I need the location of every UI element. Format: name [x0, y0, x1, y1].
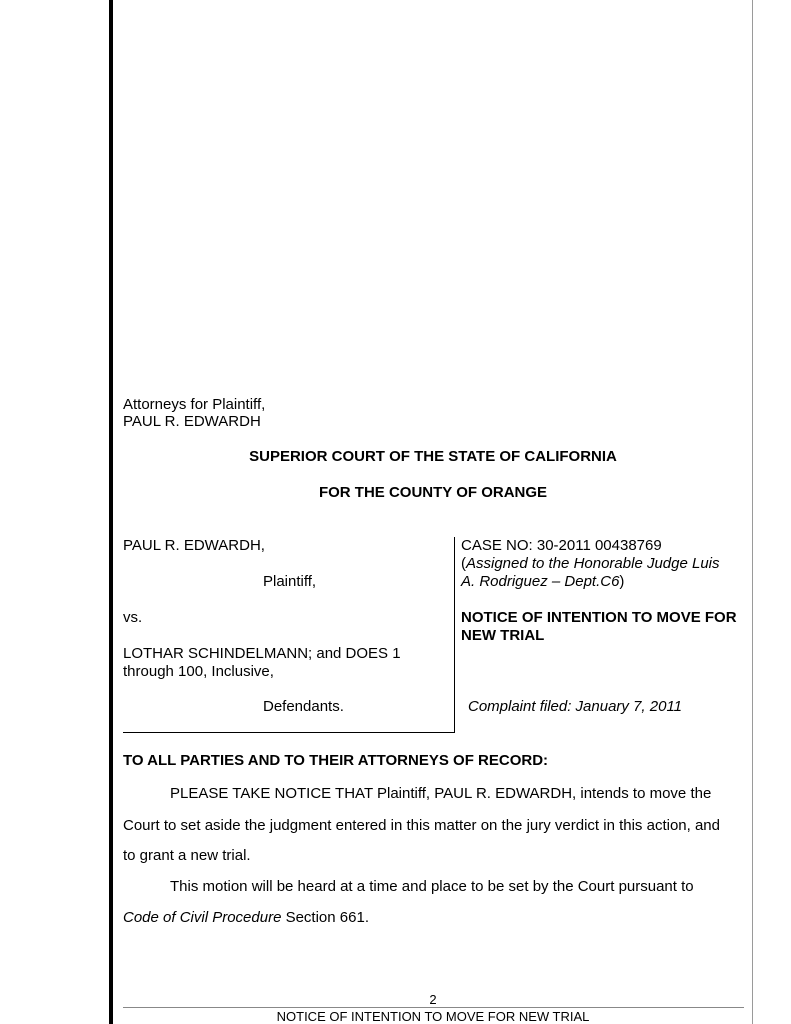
court-name: SUPERIOR COURT OF THE STATE OF CALIFORNIA — [249, 448, 617, 465]
document-title-line-2: NEW TRIAL — [461, 627, 545, 644]
document-title-line-1: NOTICE OF INTENTION TO MOVE FOR — [461, 609, 737, 626]
plaintiff-label: Plaintiff, — [263, 573, 317, 590]
versus: vs. — [123, 609, 143, 626]
caption-bottom-rule — [123, 732, 454, 733]
paragraph-1-line-1: PLEASE TAKE NOTICE THAT Plaintiff, PAUL R. EDWARDH, intends to move the — [170, 785, 712, 802]
plaintiff-name: PAUL R. EDWARDH, — [123, 537, 265, 554]
defendants-line-2: through 100, Inclusive, — [123, 663, 274, 680]
footer-title: NOTICE OF INTENTION TO MOVE FOR NEW TRIAL — [276, 1009, 590, 1024]
defendants-line-1: LOTHAR SCHINDELMANN; and DOES 1 — [123, 645, 401, 662]
caption-parties — [123, 537, 454, 733]
attorneys-block — [123, 396, 265, 430]
assigned-judge-line-2: A. Rodriguez – Dept.C6) — [461, 573, 625, 590]
court-county: FOR THE COUNTY OF ORANGE — [318, 484, 548, 501]
salutation: TO ALL PARTIES AND TO THEIR ATTORNEYS OF RECORD: — [123, 752, 549, 769]
paragraph-2-line-2: Code of Civil Procedure Section 661. — [123, 909, 369, 926]
attorneys-line-2: PAUL R. EDWARDH — [123, 413, 261, 430]
complaint-filed: Complaint filed: January 7, 2011 — [468, 698, 683, 715]
paragraph-1-line-3: to grant a new trial. — [123, 847, 251, 864]
assigned-judge-line-1: (Assigned to the Honorable Judge Luis — [461, 555, 720, 572]
left-margin-rule — [109, 0, 113, 1024]
paragraph-1-line-2: Court to set aside the judgment entered in this matter on the jury verdict in this action, and — [123, 817, 720, 834]
defendants-label: Defendants. — [263, 698, 344, 715]
paragraph-2-line-1: This motion will be heard at a time and place to be set by the Court pursuant to — [170, 878, 694, 895]
page-number: 2 — [429, 992, 437, 1007]
case-number: CASE NO: 30-2011 00438769 — [461, 537, 662, 554]
right-margin-rule — [752, 0, 753, 1024]
footer-rule — [123, 1007, 744, 1008]
attorneys-line-1: Attorneys for Plaintiff, — [123, 396, 266, 413]
caption-divider — [454, 537, 455, 733]
